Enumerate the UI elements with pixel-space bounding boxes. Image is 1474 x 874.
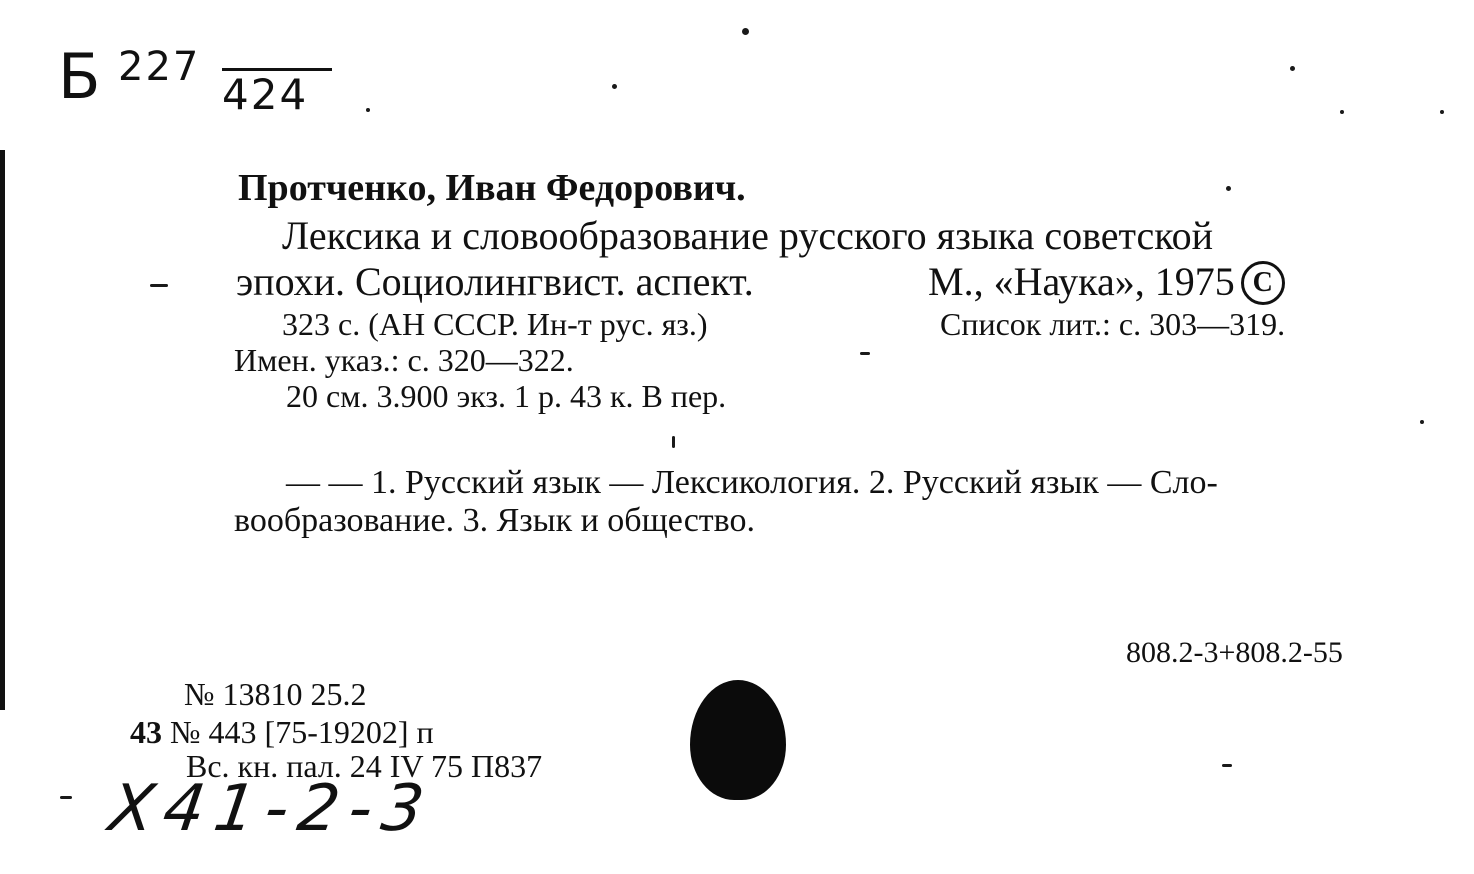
call-number-bottom: 424 (222, 70, 309, 119)
service-line-2 (130, 714, 434, 751)
speck (1290, 66, 1295, 71)
service-line-2-rest: № 443 [75-19202] п (170, 714, 434, 750)
bibliography-note: Список лит.: с. 303—319. (940, 306, 1286, 342)
speck (60, 796, 72, 799)
title-line-2: эпохи. Социолингвист. аспект. (236, 259, 754, 304)
speck (672, 436, 675, 448)
speck (860, 352, 870, 355)
classification-code: 808.2-3+808.2-55 (1126, 636, 1343, 669)
publication-info (928, 258, 1285, 305)
title-line-1: Лексика и словообразование русского языка советской (282, 213, 1214, 258)
speck (1226, 186, 1231, 191)
speck (1440, 110, 1444, 114)
card-edge-shadow (0, 150, 5, 710)
speck (612, 84, 617, 89)
service-line-1: № 13810 25.2 (184, 676, 367, 712)
subjects-line-2: вообразование. 3. Язык и общество. (234, 502, 755, 539)
call-number-prefix: Б (58, 40, 101, 113)
pages-series: 323 с. (АН СССР. Ин-т рус. яз.) (282, 306, 708, 342)
physical-description: 20 см. 3.900 экз. 1 р. 43 к. В пер. (286, 378, 727, 414)
subjects-line-1: — — 1. Русский язык — Лексикология. 2. Русский язык — Сло- (286, 464, 1218, 501)
speck (1420, 420, 1424, 424)
author-heading: Протченко, Иван Федорович. (238, 167, 746, 209)
service-line-3: Вс. кн. пал. 24 IV 75 П837 (186, 748, 543, 784)
speck (366, 108, 370, 112)
speck (1340, 110, 1344, 114)
index-note: Имен. указ.: с. 320—322. (234, 342, 574, 378)
speck (150, 284, 168, 287)
publisher-text: М., «Наука», 1975 (928, 259, 1235, 304)
punch-hole (690, 680, 786, 800)
call-number-top: 227 (118, 44, 201, 90)
speck (742, 28, 749, 35)
speck (1222, 764, 1232, 767)
inventory-number-handwritten: Х41-2-3 (104, 772, 439, 846)
copyright-icon: C (1241, 261, 1285, 305)
service-line-2-prefix: 43 (130, 714, 162, 750)
